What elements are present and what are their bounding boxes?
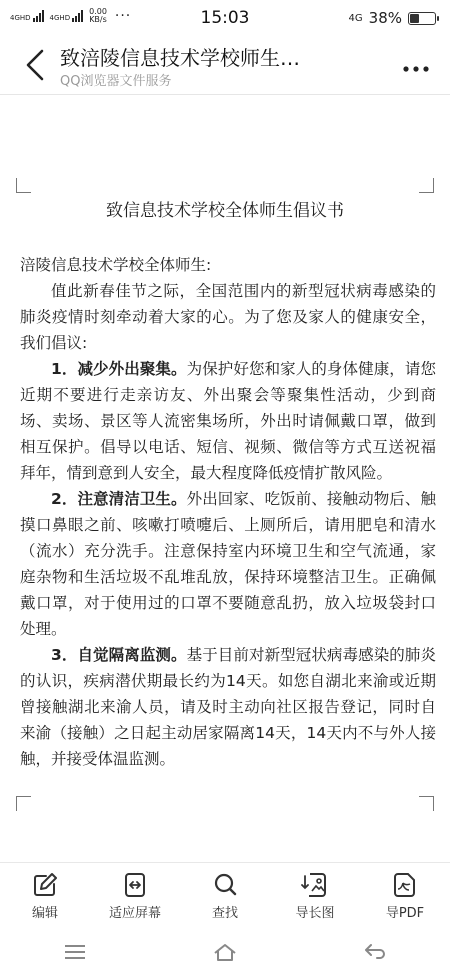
page-corner-bottom-left (16, 796, 31, 811)
signal-label: 4G (348, 12, 363, 24)
document-title: 致信息技术学校全体师生倡议书 (106, 201, 344, 221)
title-bar (0, 36, 450, 95)
long-image-icon (301, 871, 329, 899)
page-corner-top-left (16, 178, 31, 193)
page-title: 致涪陵信息技术学校师生… (60, 46, 300, 70)
status-right (349, 9, 436, 27)
status-time: 15:03 (200, 8, 250, 28)
battery-icon (408, 12, 436, 25)
page-corner-bottom-right (419, 796, 434, 811)
page-subtitle: QQ浏览器文件服务 (60, 74, 172, 89)
more-icon[interactable] (402, 54, 430, 79)
home-icon[interactable] (212, 941, 238, 963)
item-2-body: 外出回家、吃饭前、接触动物后、触摸口鼻眼之前、咳嗽打喷嚏后、上厕所后，请用肥皂和清水（流水）充分洗手。注意保持室内环境卫生和空气流通，家庭杂物和生活垃圾不乱堆乱放，保持环境整洁卫生。正确佩戴口罩，对于使用过的口罩不要随意乱扔，放入垃圾袋封口处理。 (20, 490, 436, 638)
document-intro: 值此新春佳节之际，全国范围内的新型冠状病毒感染的肺炎疫情时刻牵动着大家的心。为了您及家人的健康安全，我们倡议: (20, 282, 436, 352)
edit-label: 编辑 (31, 906, 58, 921)
battery-percent: 38% (368, 9, 402, 27)
fit-screen-button[interactable] (90, 863, 180, 927)
long-image-label: 导长图 (295, 906, 335, 921)
document-greeting: 涪陵信息技术学校全体师生: (20, 256, 212, 274)
search-icon (211, 871, 239, 899)
item-3-heading: 3．自觉隔离监测。 (51, 646, 187, 664)
notification-dots: ··· (114, 8, 132, 24)
speed-value: 0.00 (89, 7, 107, 16)
document-item-3 (20, 642, 436, 772)
back-arrow-icon[interactable] (22, 48, 52, 82)
pdf-export-icon (391, 871, 419, 899)
battery-fill (410, 14, 419, 23)
item-1-heading: 1．减少外出聚集。 (51, 360, 187, 378)
speed-unit: KB/s (89, 15, 107, 24)
network-1-label: 4GHD (10, 14, 31, 22)
bottom-toolbar (0, 862, 450, 927)
document-item-1 (20, 356, 436, 486)
status-bar (0, 0, 450, 36)
find-label: 查找 (211, 906, 238, 921)
pdf-export-button[interactable] (360, 863, 450, 927)
pdf-export-label: 导PDF (385, 906, 425, 921)
menu-icon[interactable] (62, 941, 88, 963)
item-1-body: 为保护好您和家人的身体健康，请您近期不要进行走亲访友、外出聚会等聚集性活动，少到商场、卖场、景区等人流密集场所，外出时请佩戴口罩，做到相互保护。倡导以电话、短信、视频、微信等方式互送祝福拜年，情到意到人安全，最大程度降低疫情扩散风险。 (20, 360, 436, 482)
fit-screen-label: 适应屏幕 (108, 906, 161, 921)
network-2-label: 4GHD (49, 14, 71, 22)
edit-button[interactable] (0, 863, 90, 927)
find-button[interactable] (180, 863, 270, 927)
system-nav-bar (0, 928, 450, 975)
page-corner-top-right (419, 178, 434, 193)
fit-screen-icon (121, 871, 149, 899)
document-item-2 (20, 486, 436, 642)
item-3-body: 基于目前对新型冠状病毒感染的肺炎的认识，疾病潜伏期最长约为14天。如您自湖北来渝或近期曾接触湖北来渝人员，请及时主动向社区报告登记，同时自来渝（接触）之日起主动居家隔离14天，14天内不与外人接触，并接受体温监测。 (20, 646, 436, 768)
long-image-button[interactable] (270, 863, 360, 927)
document-body (20, 252, 436, 772)
edit-icon (31, 871, 59, 899)
item-2-heading: 2．注意清洁卫生。 (51, 490, 187, 508)
back-nav-icon[interactable] (362, 941, 388, 963)
